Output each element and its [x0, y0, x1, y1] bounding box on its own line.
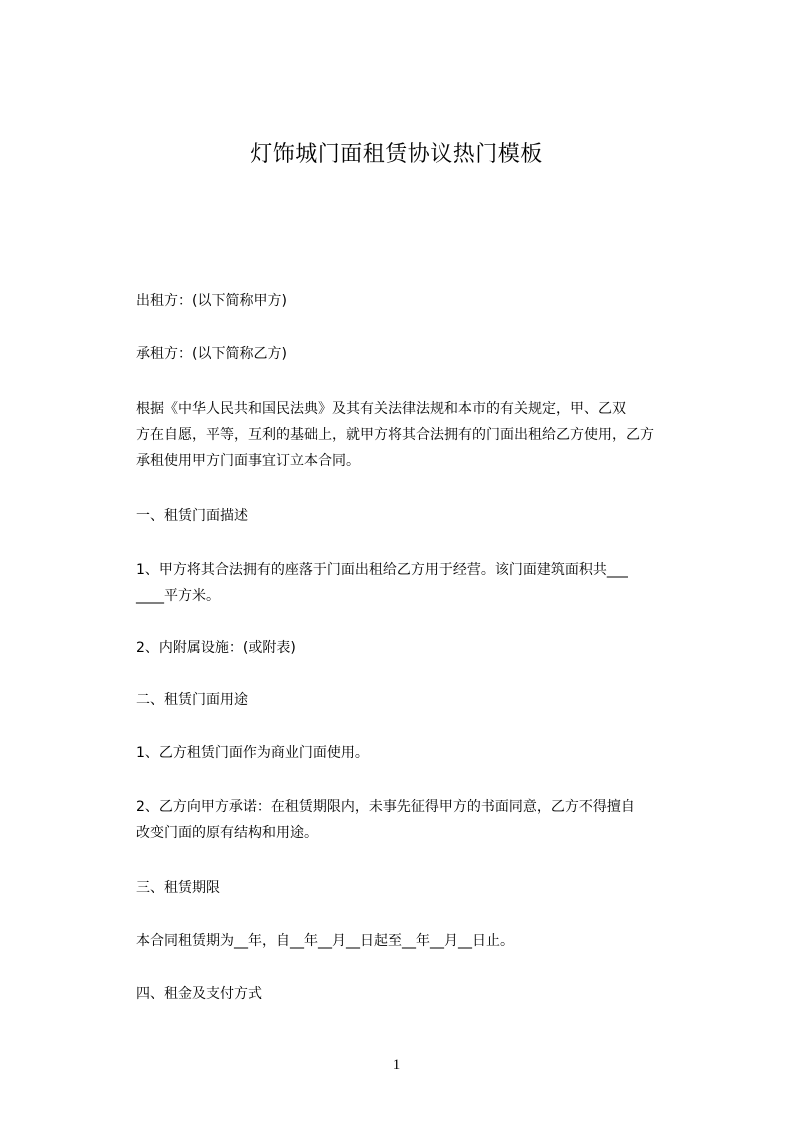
intro-line: 方在自愿，平等，互利的基础上，就甲方将其合法拥有的门面出租给乙方使用，乙方: [136, 427, 654, 443]
intro-line: 承租使用甲方门面事宜订立本合同。: [136, 453, 360, 469]
document-title: 灯饰城门面租赁协议热门模板: [250, 142, 543, 167]
section-1-item-1-line: ____平方米。: [136, 588, 220, 604]
intro-paragraph: [136, 396, 716, 474]
section-2-item-2: [136, 794, 716, 846]
section-2-item-2-line: 改变门面的原有结构和用途。: [136, 825, 318, 841]
section-3-heading: 三、租赁期限: [136, 880, 220, 896]
section-1-heading: 一、租赁门面描述: [136, 508, 248, 524]
lessor-line: 出租方：(以下简称甲方): [136, 293, 287, 309]
section-2-heading: 二、租赁门面用途: [136, 692, 248, 708]
section-1-item-1: [136, 557, 716, 609]
section-1-item-1-line: 1、甲方将其合法拥有的座落于门面出租给乙方用于经营。该门面建筑面积共___: [136, 562, 628, 578]
section-4-heading: 四、租金及支付方式: [136, 986, 262, 1002]
section-1-item-2: 2、内附属设施：(或附表): [136, 640, 296, 656]
lessee-line: 承租方：(以下简称乙方): [136, 346, 287, 362]
section-2-item-1: 1、乙方租赁门面作为商业门面使用。: [136, 745, 369, 761]
page-number: 1: [392, 1057, 401, 1073]
intro-line: 根据《中华人民共和国民法典》及其有关法律法规和本市的有关规定，甲、乙双: [136, 401, 626, 417]
section-3-text: 本合同租赁期为__年，自__年__月__日起至__年__月__日止。: [136, 933, 514, 949]
section-2-item-2-line: 2、乙方向甲方承诺：在租赁期限内，未事先征得甲方的书面同意，乙方不得擅自: [136, 799, 635, 815]
